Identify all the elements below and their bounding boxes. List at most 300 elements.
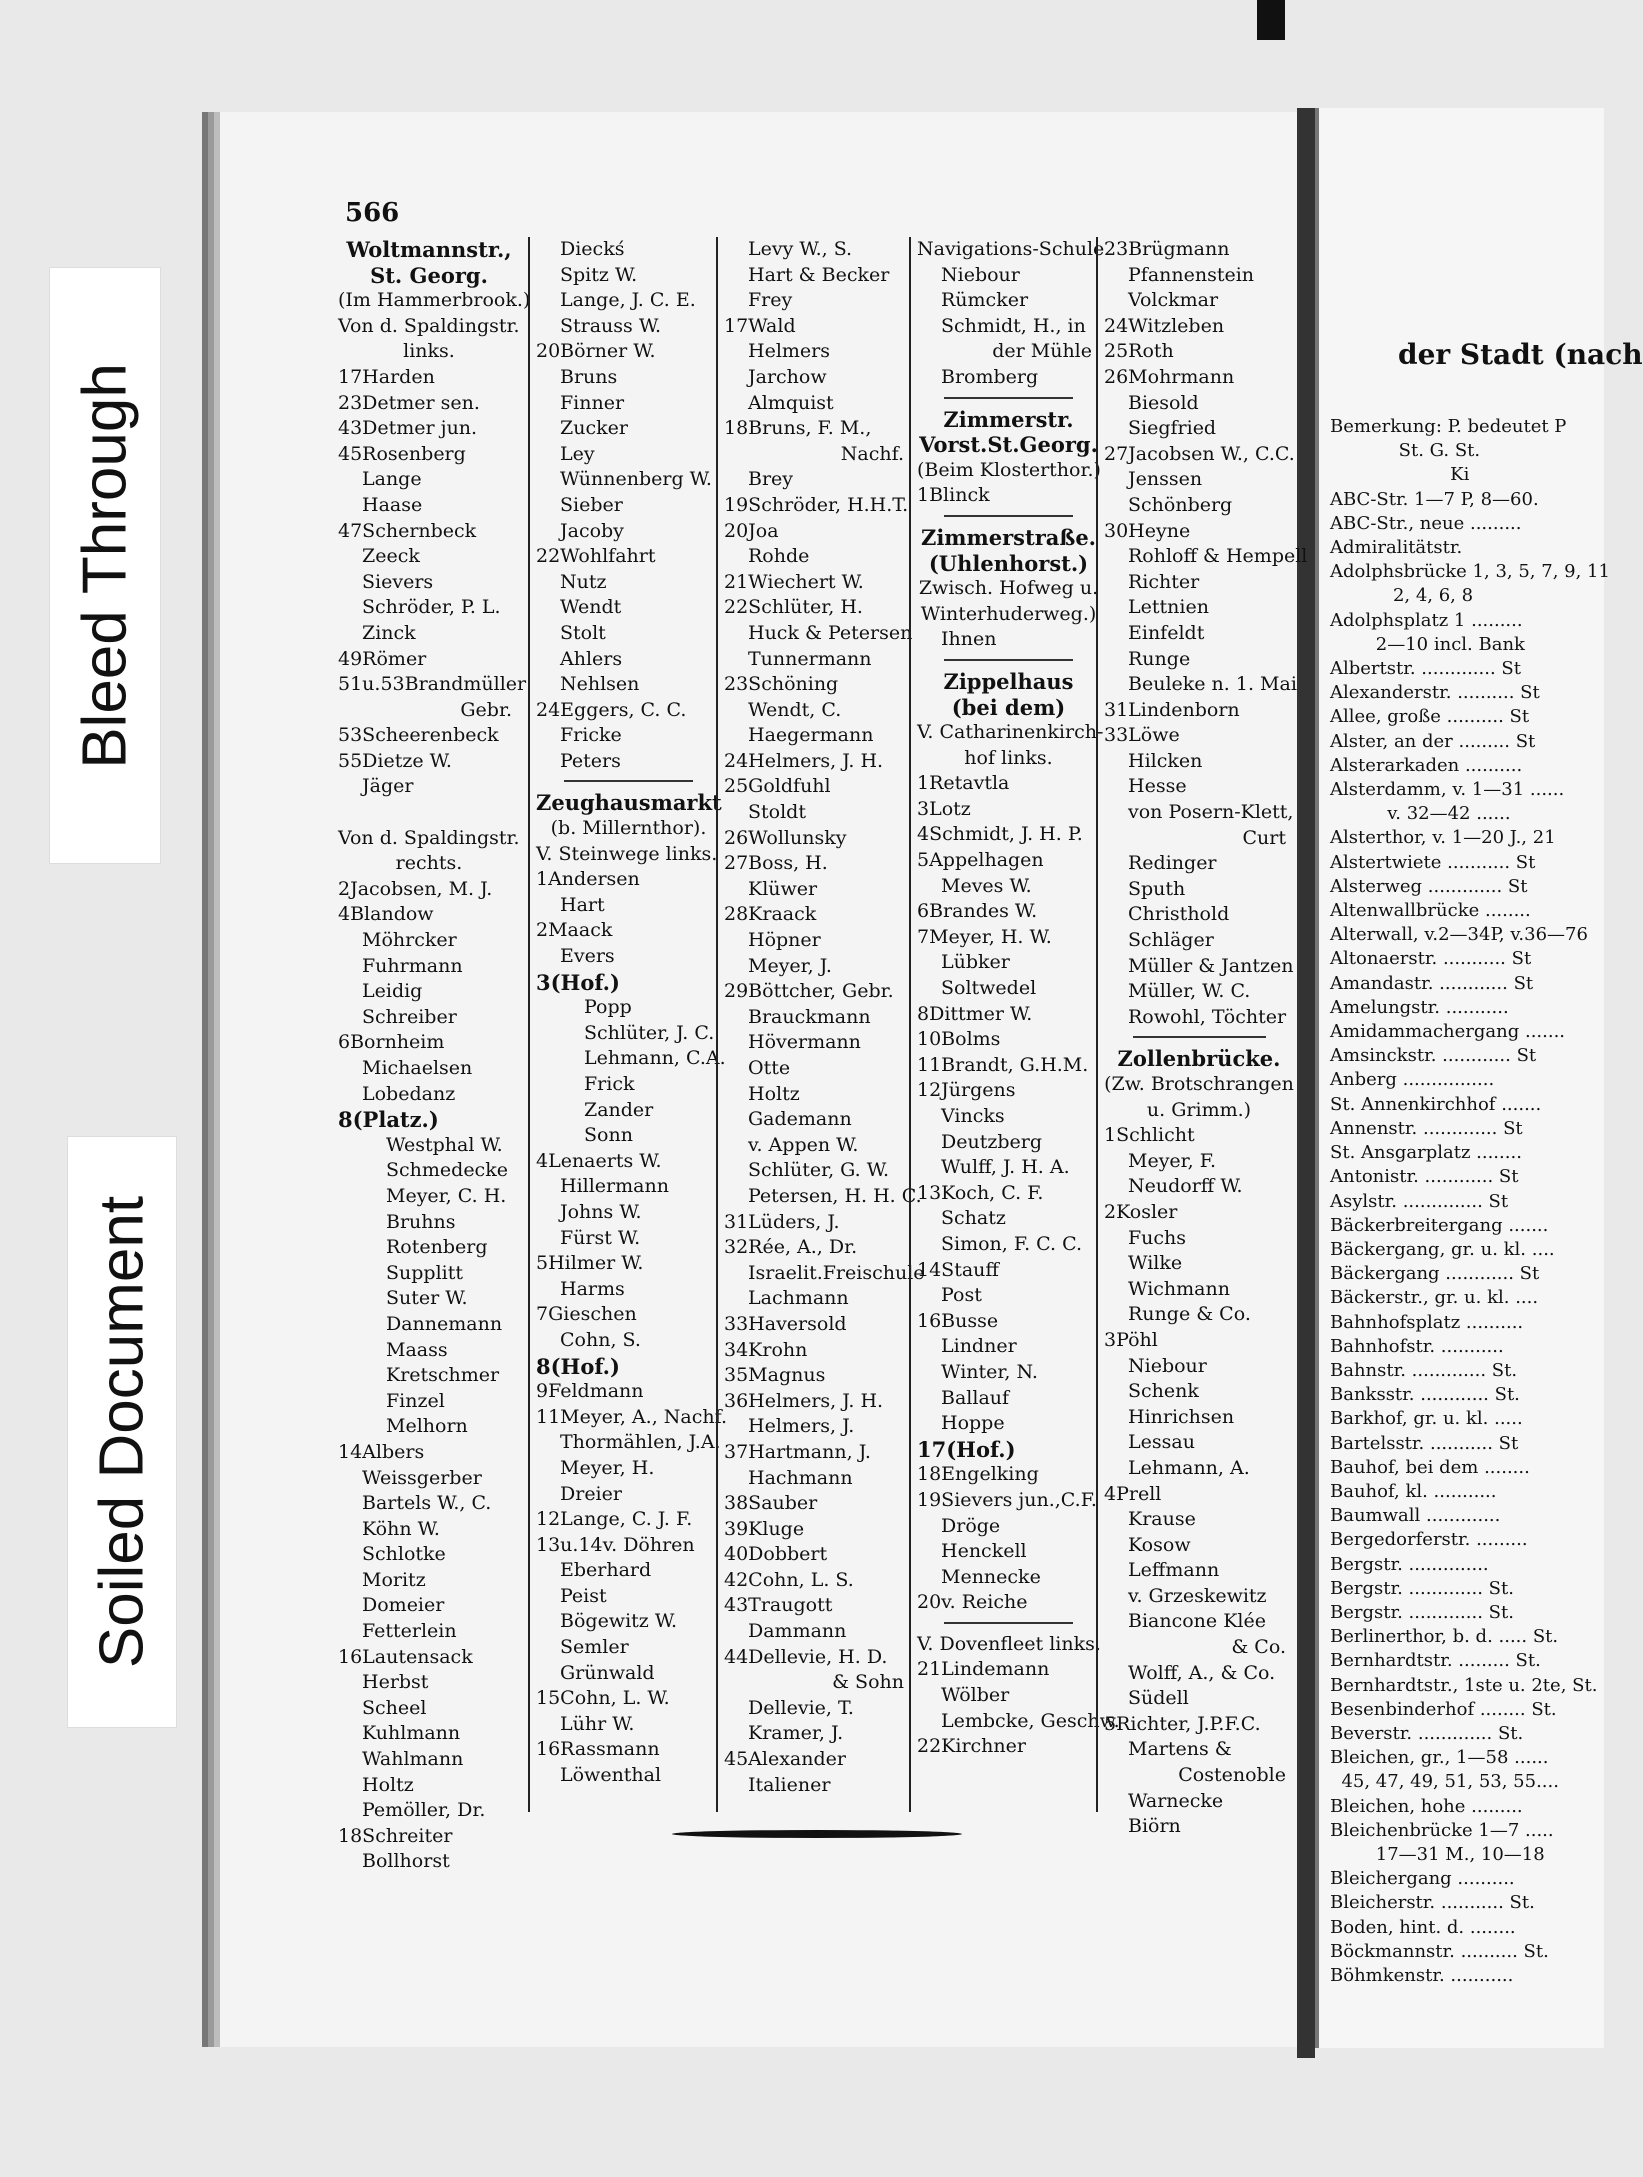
index-entry: Amidammachergang ....... <box>1330 1021 1566 1043</box>
index-entry: Altenwallbrücke ........ <box>1330 900 1531 922</box>
directory-entry: 2Maack <box>536 919 613 942</box>
directory-entry: Holtz <box>748 1082 800 1105</box>
directory-entry: 19Schröder, H.H.T. <box>724 493 909 516</box>
directory-entry: 33Löwe <box>1104 724 1180 747</box>
directory-entry: 14Albers <box>338 1440 425 1463</box>
directory-entry: Johns W. <box>560 1200 642 1223</box>
directory-entry: 20Joa <box>724 519 779 542</box>
directory-entry: Lehmann, C.A. <box>584 1047 726 1070</box>
directory-entry: Löwenthal <box>560 1764 662 1787</box>
directory-entry: Redinger <box>1128 852 1217 875</box>
soiled-document-label <box>68 1137 176 1727</box>
directory-entry: 14Stauff <box>917 1258 999 1281</box>
directory-entry: Stoldt <box>748 801 806 824</box>
directory-entry: Bartels W., C. <box>362 1492 492 1515</box>
directory-entry: Vincks <box>941 1105 1005 1127</box>
directory-entry: Bögewitz W. <box>560 1610 678 1633</box>
index-entry: Banksstr. ............ St. <box>1330 1384 1520 1406</box>
directory-entry: 33Haversold <box>724 1312 847 1335</box>
directory-entry: Wulff, J. H. A. <box>941 1156 1070 1179</box>
directory-entry: 21Lindemann <box>917 1658 1050 1681</box>
directory-entry: Hachmann <box>748 1466 853 1489</box>
directory-entry: Michaelsen <box>362 1057 473 1079</box>
directory-entry: Costenoble <box>1178 1764 1286 1787</box>
directory-entry: 10Bolms <box>917 1028 1001 1051</box>
index-entry: Bauhof, bei dem ........ <box>1330 1456 1530 1478</box>
street-heading: 8(Hof.) <box>536 1353 620 1379</box>
directory-entry: 28Kraack <box>724 903 817 926</box>
directory-entry: der Mühle <box>992 340 1092 363</box>
directory-entry: rechts. <box>395 852 463 875</box>
directory-entry: Eberhard <box>560 1559 652 1582</box>
directory-entry: Petersen, H. H. C. <box>748 1184 922 1207</box>
index-entry: Bleichenbrücke 1—7 ..... <box>1330 1819 1554 1841</box>
index-entry: Bäckergang, gr. u. kl. .... <box>1330 1238 1555 1260</box>
street-heading: (bei dem) <box>951 694 1066 720</box>
index-entry: Bauhof, kl. ........... <box>1330 1480 1497 1502</box>
index-entry: Alsterweg ............. St <box>1330 875 1528 897</box>
directory-entry: Haegermann <box>748 724 874 747</box>
directory-entry: Zwisch. Hofweg u. <box>918 577 1099 600</box>
directory-entry: 24Witzleben <box>1104 314 1225 337</box>
directory-entry: Evers <box>560 945 615 968</box>
directory-entry: Hart <box>560 893 605 916</box>
directory-entry: Suter W. <box>386 1287 468 1310</box>
right-page-title: der Stadt (nach <box>1398 338 1643 371</box>
street-heading: Woltmannstr., <box>346 237 512 262</box>
index-entry: Amandastr. ............ St <box>1330 972 1534 994</box>
index-entry: 17—31 M., 10—18 <box>1330 1843 1545 1865</box>
directory-entry: (Im Hammerbrook.) <box>338 289 531 312</box>
directory-entry: Schmidt, H., in <box>941 314 1086 337</box>
directory-entry: 5Appelhagen <box>917 849 1044 872</box>
directory-entry: Jenssen <box>1128 468 1203 491</box>
directory-entry: 16Rassmann <box>536 1738 660 1761</box>
directory-entry: 38Sauber <box>724 1492 818 1515</box>
directory-entry: links. <box>403 340 455 363</box>
directory-entry: Harms <box>560 1277 625 1300</box>
directory-entry: Almquist <box>748 391 834 414</box>
directory-entry: Niebour <box>941 263 1020 286</box>
directory-entry: 23Detmer sen. <box>338 391 480 414</box>
index-entry: ABC-Str., neue ......... <box>1330 512 1522 534</box>
directory-entry: Lange <box>362 468 422 491</box>
directory-entry: 24Helmers, J. H. <box>724 749 884 772</box>
directory-entry: Jäger <box>362 775 414 798</box>
directory-entry: Biancone Klée <box>1128 1610 1266 1633</box>
directory-entry: Schenk <box>1128 1380 1199 1403</box>
directory-entry: Melhorn <box>386 1415 468 1438</box>
directory-entry: Müller & Jantzen <box>1128 954 1294 977</box>
directory-entry: Stolt <box>560 621 606 644</box>
directory-entry: 16Busse <box>917 1309 999 1332</box>
directory-entry: Rümcker <box>941 289 1029 312</box>
directory-entry: Runge & Co. <box>1128 1303 1251 1326</box>
directory-entry: Dieckś <box>560 238 625 260</box>
index-entry: St. Annenkirchhof ....... <box>1330 1093 1542 1115</box>
index-entry: Bernhardtstr., 1ste u. 2te, St. <box>1330 1674 1598 1696</box>
directory-entry: Dellevie, T. <box>748 1696 854 1719</box>
directory-entry: Pfannenstein <box>1128 263 1255 286</box>
directory-entry: von Posern-Klett, <box>1128 801 1294 824</box>
street-heading: (Uhlenhorst.) <box>928 550 1089 576</box>
directory-entry: V. Catharinenkirch- <box>917 721 1104 744</box>
directory-entry: Lettnien <box>1128 596 1209 619</box>
directory-entry: Schreiber <box>362 1005 457 1028</box>
directory-entry: Möhrcker <box>362 929 457 952</box>
directory-entry: 7Meyer, H. W. <box>917 925 1052 948</box>
directory-entry: 3Pöhl <box>1104 1328 1158 1351</box>
directory-entry: Schläger <box>1128 929 1214 952</box>
index-entry: 2—10 incl. Bank <box>1330 633 1525 655</box>
directory-entry: & Co. <box>1231 1636 1286 1659</box>
directory-entry: v. Grzeskewitz <box>1128 1584 1267 1607</box>
directory-entry: Semler <box>560 1636 629 1659</box>
section-divider <box>1133 1036 1266 1038</box>
directory-entry: Wendt <box>560 596 622 619</box>
directory-entry: Soltwedel <box>941 977 1037 1000</box>
directory-entry: Cohn, S. <box>560 1328 641 1351</box>
directory-entry: Wolff, A., & Co. <box>1128 1661 1276 1684</box>
soiled-document-text: Soiled Document <box>87 1195 157 1669</box>
section-divider <box>944 515 1072 517</box>
directory-entry: V. Steinwege links. <box>536 842 718 865</box>
directory-entry: Winter, N. <box>941 1360 1038 1383</box>
directory-entry: Helmers <box>748 340 830 363</box>
directory-entry: 4Prell <box>1104 1482 1162 1505</box>
index-entry: Annenstr. ............. St <box>1330 1117 1523 1139</box>
directory-entry: hof links. <box>964 746 1053 769</box>
directory-entry: Mennecke <box>941 1565 1041 1588</box>
directory-entry: Martens & <box>1128 1738 1232 1761</box>
directory-entry: (b. Millernthor). <box>550 817 707 840</box>
index-entry: Bartelsstr. ........... St <box>1330 1432 1519 1454</box>
index-entry: Bemerkung: P. bedeutet P <box>1330 416 1567 437</box>
street-heading: St. Georg. <box>370 262 488 288</box>
directory-entry: Nutz <box>560 570 607 593</box>
directory-entry: Brey <box>748 468 794 491</box>
directory-entry: Meyer, H. <box>560 1456 655 1479</box>
directory-entry: Moritz <box>362 1568 426 1591</box>
directory-entry: Simon, F. C. C. <box>941 1232 1083 1255</box>
directory-entry: Kramer, J. <box>748 1722 844 1745</box>
directory-entry: Tunnermann <box>748 647 872 670</box>
directory-entry: Dröge <box>941 1514 1001 1537</box>
directory-entry: 42Cohn, L. S. <box>724 1568 854 1591</box>
directory-entry: Richter <box>1128 570 1200 593</box>
index-entry: Bleichen, hohe ......... <box>1330 1795 1523 1817</box>
index-entry: Besenbinderhof ........ St. <box>1330 1698 1557 1720</box>
directory-entry: 27Jacobsen W., C.C. <box>1104 442 1295 465</box>
directory-entry: 18Bruns, F. M., <box>724 417 872 440</box>
directory-entry: Kosow <box>1128 1533 1191 1556</box>
directory-entry: Pemöller, Dr. <box>362 1799 486 1822</box>
directory-entry: Jarchow <box>748 365 827 388</box>
index-entry: Böhmkenstr. ........... <box>1330 1965 1514 1986</box>
directory-entry: Hilcken <box>1128 749 1203 772</box>
directory-entry: Strauss W. <box>560 314 662 337</box>
directory-entry: 32Rée, A., Dr. <box>724 1236 858 1259</box>
directory-entry: 15Cohn, L. W. <box>536 1687 670 1710</box>
directory-entry: Fuchs <box>1128 1226 1187 1249</box>
directory-entry: Bollhorst <box>362 1850 450 1873</box>
directory-entry: 4Blandow <box>338 903 434 926</box>
street-heading: 8(Platz.) <box>338 1107 439 1133</box>
directory-entry: Schlüter, J. C. <box>584 1021 715 1044</box>
directory-entry: Westphal W. <box>386 1133 503 1156</box>
directory-entry: Lessau <box>1128 1431 1195 1454</box>
directory-entry: 18Schreiter <box>338 1824 453 1847</box>
directory-entry: 39Kluge <box>724 1517 805 1540</box>
street-heading: Zimmerstr. <box>943 406 1074 432</box>
directory-entry: 23Schöning <box>724 673 839 696</box>
directory-entry: Lange, J. C. E. <box>560 289 696 312</box>
directory-entry: Winterhuderweg.) <box>920 602 1097 625</box>
bleed-through-text: Bleed Through <box>70 362 140 769</box>
directory-entry: Huck & Petersen <box>748 621 913 644</box>
directory-entry: Leffmann <box>1128 1559 1220 1582</box>
index-entry: Bleichergang .......... <box>1330 1868 1515 1890</box>
directory-entry: Rowohl, Töchter <box>1128 1005 1287 1028</box>
index-entry: St. Ansgarplatz ........ <box>1330 1142 1522 1164</box>
street-heading: Zippelhaus <box>943 668 1074 694</box>
section-divider <box>944 397 1072 399</box>
directory-entry: 9Feldmann <box>536 1380 644 1403</box>
directory-entry: 1Retavtla <box>917 772 1010 795</box>
index-entry: Alsterarkaden .......... <box>1330 754 1523 776</box>
directory-entry: v. Appen W. <box>748 1133 859 1156</box>
directory-entry: (Beim Klosterthor.) <box>917 458 1101 481</box>
directory-entry: 18Engelking <box>917 1463 1039 1486</box>
directory-entry: 22Schlüter, H. <box>724 596 863 619</box>
directory-entry: Ihnen <box>941 628 997 651</box>
index-entry: Bleichen, gr., 1—58 ...... <box>1330 1747 1549 1769</box>
directory-entry: Dannemann <box>386 1312 503 1335</box>
index-entry: Bahnhofsplatz .......... <box>1330 1311 1524 1333</box>
directory-entry: 36Helmers, J. H. <box>724 1389 884 1412</box>
index-entry: Bergedorferstr. ......... <box>1330 1529 1528 1551</box>
directory-entry: 45Alexander <box>724 1748 846 1771</box>
directory-entry: Gademann <box>748 1108 852 1131</box>
directory-entry: Scheel <box>362 1696 427 1719</box>
directory-entry: Leidig <box>362 980 423 1003</box>
directory-entry: Sieber <box>560 493 623 516</box>
index-entry: Adolphsplatz 1 ......... <box>1330 609 1523 631</box>
directory-entry: u. Grimm.) <box>1146 1098 1252 1121</box>
directory-entry: Curt <box>1242 826 1286 849</box>
film-edge-mark <box>1257 0 1285 40</box>
directory-entry: Hart & Becker <box>748 263 890 286</box>
directory-entry: Schlüter, G. W. <box>748 1159 889 1182</box>
directory-entry: 7Gieschen <box>536 1303 637 1326</box>
directory-entry <box>338 800 520 826</box>
directory-entry: Runge <box>1128 647 1191 670</box>
index-entry: Alterwall, v.2—34P, v.36—76 <box>1330 924 1588 946</box>
index-entry: Allee, große .......... St <box>1330 706 1530 728</box>
directory-entry: 8Dittmer W. <box>917 1002 1033 1025</box>
directory-entry: Kuhlmann <box>362 1722 461 1745</box>
directory-entry: Zinck <box>362 621 416 644</box>
directory-entry: Volckmar <box>1128 289 1219 312</box>
directory-entry: Peters <box>560 749 621 772</box>
index-entry: Amsinckstr. ............ St <box>1330 1045 1537 1067</box>
directory-entry: Meyer, J. <box>748 954 832 977</box>
street-heading: 17(Hof.) <box>917 1436 1016 1462</box>
directory-entry: Lobedanz <box>362 1082 456 1105</box>
index-entry: Admiralitätstr. <box>1330 537 1463 559</box>
directory-entry: 47Schernbeck <box>338 519 477 542</box>
index-entry: 2, 4, 6, 8 <box>1330 585 1474 607</box>
directory-entry: Supplitt <box>386 1261 464 1284</box>
directory-entry: 2Kosler <box>1104 1200 1178 1223</box>
directory-entry: Klüwer <box>748 877 818 900</box>
directory-entry: Fuhrmann <box>362 954 463 977</box>
directory-entry: Hesse <box>1128 775 1187 798</box>
directory-entry: Schönberg <box>1128 493 1233 516</box>
street-heading: Zeughausmarkt <box>536 790 722 816</box>
index-entry: Alstertwiete ........... St <box>1330 851 1536 873</box>
directory-entry: 23Brügmann <box>1104 238 1230 260</box>
directory-entry: Christhold <box>1128 903 1230 926</box>
directory-entry: Meyer, F. <box>1128 1149 1217 1172</box>
index-entry: Berlinerthor, b. d. ..... St. <box>1330 1626 1559 1648</box>
directory-entry: Niebour <box>1128 1354 1207 1377</box>
directory-entry: 11Brandt, G.H.M. <box>917 1053 1089 1076</box>
directory-entry: Brauckmann <box>748 1005 871 1028</box>
directory-entry: Popp <box>584 996 632 1019</box>
index-entry: Altonaerstr. ........... St <box>1330 948 1532 970</box>
directory-entry: Biörn <box>1128 1815 1181 1838</box>
directory-entry: Schatz <box>941 1207 1006 1230</box>
directory-entry: Fürst W. <box>560 1226 641 1249</box>
directory-entry: Zeeck <box>362 545 420 568</box>
index-entry: Albertstr. ............. St <box>1330 658 1521 680</box>
directory-entry: Deutzberg <box>941 1130 1043 1153</box>
column-4 <box>909 237 1120 1812</box>
directory-entry: Post <box>941 1284 982 1307</box>
directory-entry: Frick <box>584 1073 635 1095</box>
index-entry: Amelungstr. ........... <box>1330 996 1509 1018</box>
directory-entry: Jacoby <box>560 519 624 542</box>
directory-entry: Lühr W. <box>560 1712 635 1735</box>
directory-entry: Bruns <box>560 365 618 388</box>
index-entry: Boden, hint. d. ........ <box>1330 1916 1516 1938</box>
index-entry: Bäckerbreitergang ....... <box>1330 1214 1549 1236</box>
index-entry: Beverstr. ............. St. <box>1330 1722 1524 1744</box>
directory-entry: 22Wohlfahrt <box>536 545 656 568</box>
directory-entry: Levy W., S. <box>748 238 853 260</box>
column-3 <box>716 237 925 1812</box>
index-entry: 45, 47, 49, 51, 53, 55.... <box>1330 1771 1559 1793</box>
index-entry: Bäckergang ............ St <box>1330 1263 1540 1285</box>
column-1 <box>338 237 531 1873</box>
directory-entry: 3Lotz <box>917 797 971 820</box>
directory-entry: 25Goldfuhl <box>724 775 831 798</box>
directory-entry: 25Roth <box>1104 340 1174 363</box>
directory-entry: Maass <box>386 1338 448 1361</box>
index-entry: Bahnhofstr. ........... <box>1330 1335 1504 1357</box>
directory-entry: Bruhns <box>386 1210 456 1233</box>
directory-entry: Warnecke <box>1128 1789 1224 1812</box>
directory-entry: Weissgerber <box>362 1466 482 1489</box>
directory-entry: Rohde <box>748 545 810 568</box>
directory-entry: 12Jürgens <box>917 1079 1016 1102</box>
directory-entry: Peist <box>560 1584 607 1607</box>
section-divider <box>564 780 694 782</box>
directory-entry: Gebr. <box>460 698 512 721</box>
directory-entry: 6Bornheim <box>338 1031 445 1054</box>
index-entry: Ki <box>1330 464 1470 486</box>
directory-entry: Finner <box>560 391 625 414</box>
directory-entry: 43Traugott <box>724 1594 833 1617</box>
street-heading: Vorst.St.Georg. <box>919 432 1098 458</box>
directory-entry: Fricke <box>560 724 622 747</box>
section-divider <box>944 1622 1072 1624</box>
directory-entry: Lehmann, A. <box>1128 1456 1250 1479</box>
directory-entry: 21Wiechert W. <box>724 570 864 593</box>
directory-entry: Ballauf <box>941 1386 1010 1409</box>
directory-entry: Henckell <box>941 1540 1027 1563</box>
directory-entry: V. Dovenfleet links. <box>917 1632 1101 1655</box>
index-entry: Bahnstr. ............. St. <box>1330 1359 1518 1381</box>
directory-entry: Navigations-Schule <box>917 238 1105 260</box>
directory-entry: Von d. Spaldingstr. <box>338 314 520 337</box>
directory-entry: 29Böttcher, Gebr. <box>724 980 894 1003</box>
directory-entry: 26Wollunsky <box>724 826 847 849</box>
directory-entry: Von d. Spaldingstr. <box>338 826 520 849</box>
directory-entry: Wölber <box>941 1684 1010 1707</box>
directory-entry: Sonn <box>584 1124 633 1147</box>
directory-entry: 6Brandes W. <box>917 900 1038 923</box>
directory-entry: 5Hilmer W. <box>536 1252 644 1275</box>
index-entry: Baumwall ............. <box>1330 1505 1501 1527</box>
directory-entry: Zander <box>584 1098 654 1121</box>
index-entry: Alsterdamm, v. 1—31 ...... <box>1330 779 1565 801</box>
directory-entry: Schröder, P. L. <box>362 596 501 619</box>
directory-entry: 1Schlicht <box>1104 1124 1195 1147</box>
directory-entry: Dreier <box>560 1482 622 1505</box>
directory-entry: 24Eggers, C. C. <box>536 698 687 721</box>
bleed-through-label <box>50 268 160 863</box>
directory-entry: Neudorff W. <box>1128 1175 1243 1198</box>
directory-entry: Bromberg <box>941 365 1039 388</box>
page-number: 566 <box>345 198 400 228</box>
directory-entry: Italiener <box>748 1773 831 1796</box>
directory-entry: Domeier <box>362 1594 445 1617</box>
directory-entry: 43Detmer jun. <box>338 417 478 440</box>
directory-entry: 31Lindenborn <box>1104 698 1240 721</box>
directory-entry: Israelit.Freischule <box>748 1261 925 1284</box>
index-entry: Bäckerstr., gr. u. kl. .... <box>1330 1287 1539 1309</box>
directory-entry: Köhn W. <box>362 1517 440 1540</box>
directory-entry: 20Börner W. <box>536 340 656 363</box>
index-entry: Barkhof, gr. u. kl. ..... <box>1330 1408 1523 1430</box>
directory-entry: Krause <box>1128 1508 1196 1531</box>
directory-entry: Herbst <box>362 1671 429 1694</box>
directory-entry: 51u.53Brandmüller <box>338 673 527 696</box>
directory-entry: Dammann <box>748 1620 847 1643</box>
directory-entry: 30Heyne <box>1104 519 1191 542</box>
index-entry: Bergstr. ............. St. <box>1330 1577 1514 1599</box>
index-entry: Bernhardtstr. ......... St. <box>1330 1650 1541 1672</box>
directory-entry: Lübker <box>941 951 1010 974</box>
index-entry: Bleicherstr. ........... St. <box>1330 1892 1535 1914</box>
directory-entry: Lembcke, Geschw. <box>941 1709 1120 1732</box>
directory-entry: Rohloff & Hempell <box>1128 545 1308 568</box>
directory-entry: 26Mohrmann <box>1104 365 1235 388</box>
directory-entry: Schlotke <box>362 1543 446 1566</box>
directory-entry: Nehlsen <box>560 673 640 696</box>
